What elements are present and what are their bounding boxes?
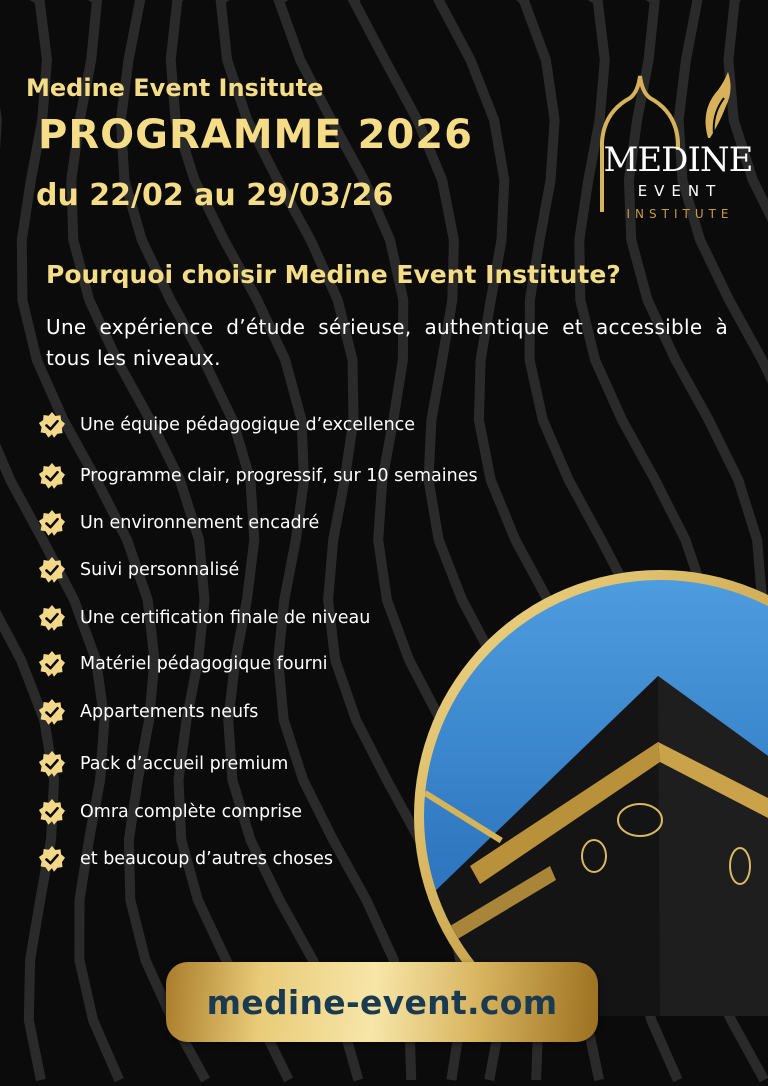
check-badge-icon [38,750,66,778]
check-badge-icon [38,462,66,490]
feature-label: Matériel pédagogique fourni [80,654,328,674]
feature-label: Suivi personnalisé [80,560,240,580]
logo-wordmark: MEDINE [603,140,753,180]
check-badge-icon [38,698,66,726]
feature-item [38,751,288,777]
feature-label: Une certification finale de niveau [80,608,371,628]
programme-title: PROGRAMME 2026 [38,112,473,158]
feature-item [38,510,319,536]
feature-label: Pack d’accueil premium [80,754,289,774]
website-button[interactable] [166,962,598,1042]
check-badge-icon [38,604,66,632]
feature-label: Un environnement encadré [80,513,320,533]
feature-item [38,651,328,677]
feature-item [38,557,239,583]
feature-label: Appartements neufs [80,702,259,722]
website-url: medine-event.com [206,982,558,1022]
wave-line [121,0,359,1080]
check-badge-icon [38,411,66,439]
kaaba-image [410,566,768,1016]
feature-item [38,412,415,438]
feature-item [38,799,302,825]
feature-item [38,699,258,725]
check-badge-icon [38,556,66,584]
logo-institute-label: INSTITUTE [626,207,734,221]
date-range: du 22/02 au 29/03/26 [36,178,394,213]
feature-item [38,846,333,872]
feature-item [38,605,370,631]
logo-event-label: EVENT [637,182,723,200]
feature-label: Programme clair, progressif, sur 10 semaines [80,466,478,486]
institute-name: Medine Event Insitute [26,74,324,102]
feature-label: Une équipe pédagogique d’excellence [80,415,416,435]
check-badge-icon [38,845,66,873]
feature-label: et beaucoup d’autres choses [80,849,333,869]
check-badge-icon [38,798,66,826]
feature-item [38,463,478,489]
check-badge-icon [38,650,66,678]
wave-line [0,0,119,1080]
why-heading: Pourquoi choisir Medine Event Institute? [46,260,621,289]
intro-text: Une expérience d’étude sérieuse, authentique et accessible à tous les niveaux. [46,315,728,370]
check-badge-icon [38,509,66,537]
feature-label: Omra complète comprise [80,802,303,822]
